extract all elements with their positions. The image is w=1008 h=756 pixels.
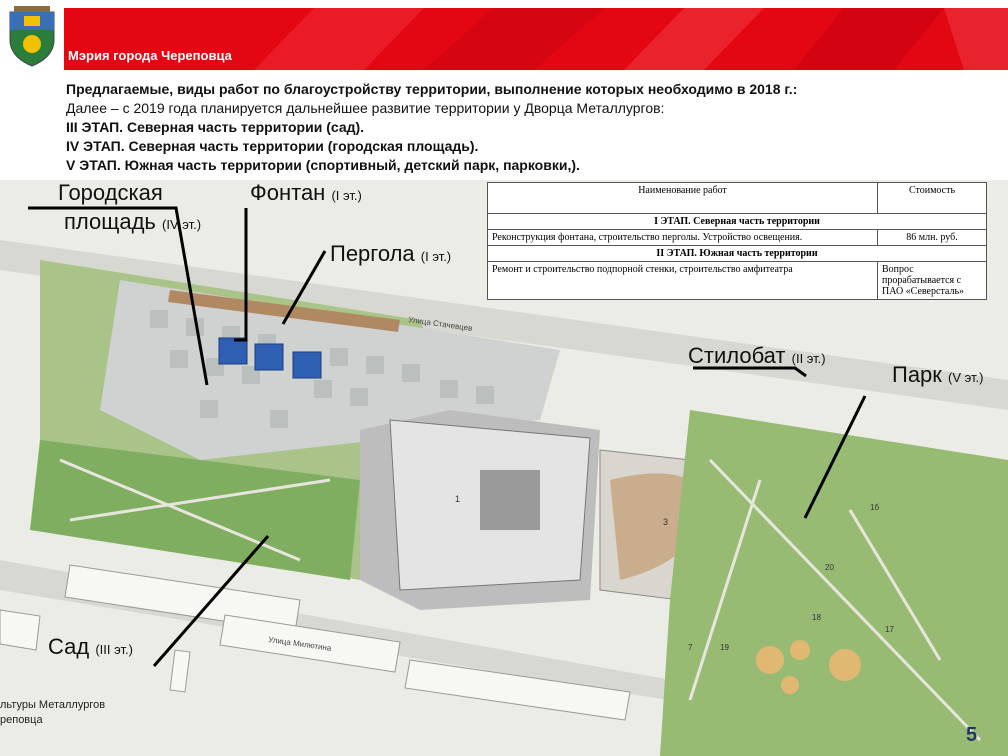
table-section-row [488, 214, 987, 230]
callout-stylobate [688, 343, 826, 369]
map-caption [0, 698, 105, 728]
table-section-2: II ЭТАП. Южная часть территории [488, 246, 987, 262]
intro-line-2: Далее – с 2019 года планируется дальнейшее развитие территории у Дворца Металлургов: [66, 100, 665, 116]
callout-city-square-name2: площадь [64, 209, 156, 234]
table-row-2-cost: Вопрос прорабатывается с ПАО «Северсталь» [878, 262, 987, 300]
intro-line-4: IV ЭТАП. Северная часть территории (городская площадь). [66, 138, 479, 154]
callout-garden [48, 634, 133, 660]
table-header-row [488, 183, 987, 214]
building-number: 3 [663, 517, 669, 527]
page-number: 5 [966, 724, 978, 746]
table-row-1-name: Реконструкция фонтана, строительство перголы. Устройство освещения. [488, 230, 878, 246]
street-label-north: Улица Стачевцев [407, 315, 473, 333]
building-number: 20 [825, 563, 834, 572]
callout-pergola-name: Пергола [330, 241, 415, 266]
callout-fountain-name: Фонтан [250, 180, 326, 205]
callout-stylobate-stage: (II эт.) [791, 351, 826, 366]
caption-line-1: льтуры Металлургов [0, 699, 106, 711]
callout-city-square-stage: (IV эт.) [162, 217, 202, 232]
intro-line-1: Предлагаемые, виды работ по благоустройству территории, выполнение которых необходимо в 2018 г.: [66, 81, 798, 97]
callout-garden-name: Сад [48, 634, 90, 659]
building-number: 1 [455, 494, 461, 504]
callout-city-square-line2 [64, 209, 201, 235]
caption-line-2: реповца [0, 714, 43, 726]
header [0, 0, 1008, 72]
callout-park-name: Парк [892, 362, 942, 387]
city-name[interactable]: Мэрия города Череповца [68, 48, 232, 63]
street-label-south: Улица Милютина [267, 635, 332, 653]
building-number: 19 [720, 643, 729, 652]
callout-stylobate-name: Стилобат [688, 343, 786, 368]
callout-fountain-stage: (I эт.) [331, 188, 362, 203]
building-number: 17 [885, 625, 894, 634]
callout-park [892, 362, 983, 388]
table-row [488, 230, 987, 246]
callout-city-square-name: Городская [58, 180, 163, 205]
intro-line-5: V ЭТАП. Южная часть территории (спортивный, детский парк, парковки,). [66, 157, 580, 173]
intro-text [66, 80, 966, 175]
building-number: 18 [812, 613, 821, 622]
table-row [488, 262, 987, 300]
callout-pergola-stage: (I эт.) [420, 249, 452, 264]
building-number: 7 [688, 643, 693, 652]
table-section-1: I ЭТАП. Северная часть территории [488, 214, 987, 230]
table-section-row [488, 246, 987, 262]
callout-pergola [330, 241, 451, 267]
cost-table [487, 182, 987, 300]
callout-park-stage: (V эт.) [948, 370, 984, 385]
coat-of-arms-icon [6, 6, 58, 68]
table-row-2-name: Ремонт и строительство подпорной стенки, строительство амфитеатра [488, 262, 878, 300]
palace-of-metallurgists [360, 410, 600, 610]
callout-garden-stage: (III эт.) [95, 642, 133, 657]
callout-city-square [58, 180, 163, 206]
callout-fountain [250, 180, 362, 206]
table-header-name: Наименование работ [488, 183, 878, 214]
table-row-1-cost: 86 млн. руб. [878, 230, 987, 246]
table-header-cost: Стоимость [878, 183, 987, 214]
building-number: 1б [870, 503, 880, 512]
intro-line-3: III ЭТАП. Северная часть территории (сад). [66, 119, 365, 135]
